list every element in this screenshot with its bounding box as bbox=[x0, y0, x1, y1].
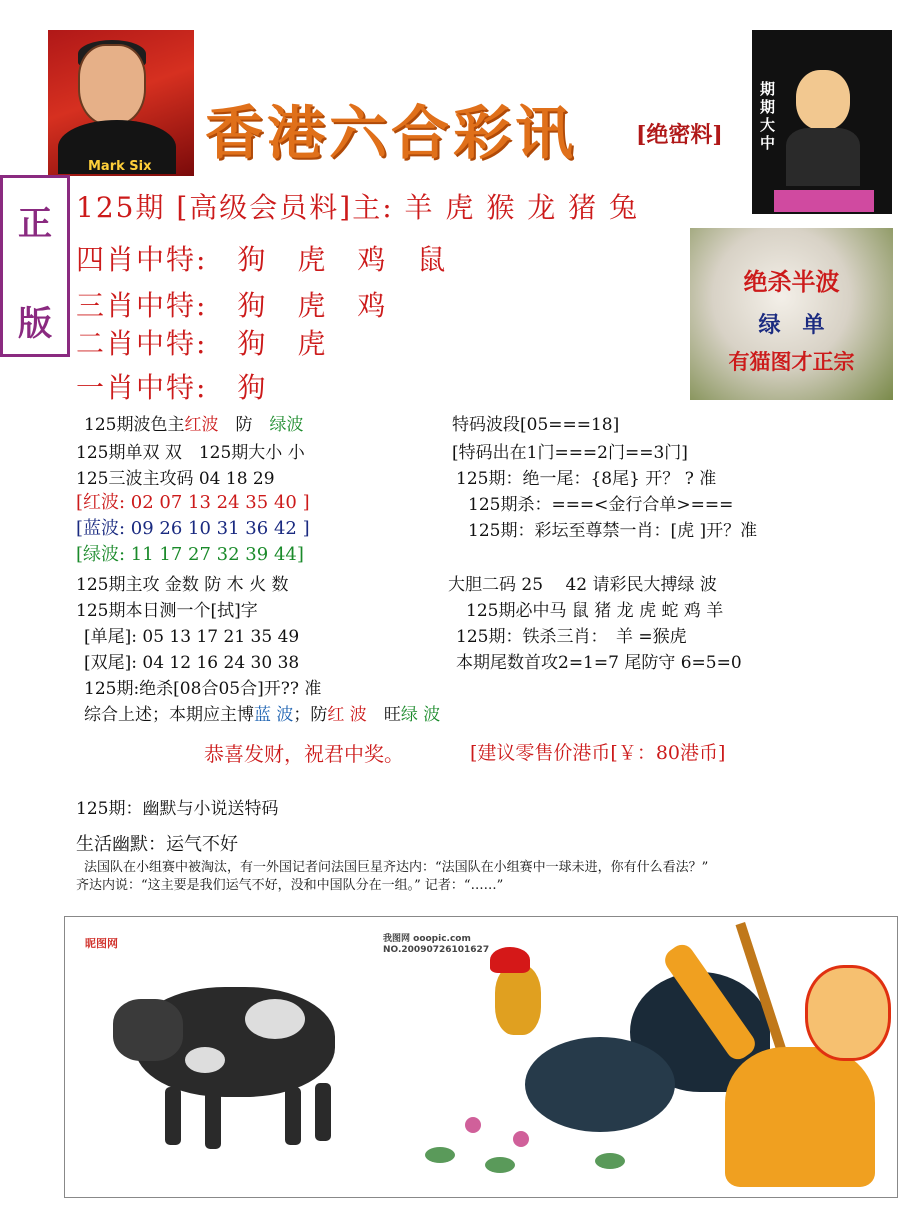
daily-char-line: 125期本日测一个[拭]字 bbox=[76, 601, 258, 621]
humor-heading: 125期：幽默与小说送特码 bbox=[76, 799, 279, 819]
one-zodiac-line: 一肖中特: 狗 bbox=[76, 371, 268, 404]
rooster-body bbox=[525, 1037, 675, 1132]
rooster-comb bbox=[490, 947, 530, 973]
humor-body-2: 齐达内说：“这主要是我们运气不好，没和中国队分在一组。” 记者：“……” bbox=[76, 878, 504, 893]
watermark-2: NO.20090726101627 bbox=[383, 945, 490, 955]
authentic-badge bbox=[0, 175, 70, 357]
face-shape bbox=[78, 44, 146, 126]
door-line: [特码出在1门===2门==3门] bbox=[452, 443, 688, 463]
kill-line: 125期:绝杀[08合05合]开?? 准 bbox=[84, 679, 322, 699]
site-logo: 昵图网 bbox=[85, 937, 118, 950]
watermark-1: 我图网 ooopic.com bbox=[383, 934, 471, 944]
price-text: [建议零售价港币[￥：80港币] bbox=[470, 742, 726, 764]
cat-image-box bbox=[690, 228, 893, 400]
summary-c: 旺 bbox=[383, 705, 401, 725]
badge-char-1: 正 bbox=[18, 204, 52, 244]
special-band-line: 特码波段[05===18] bbox=[452, 415, 620, 435]
blue-wave-line: [蓝波: 09 26 10 31 36 42 ] bbox=[76, 518, 310, 539]
monkey-head bbox=[805, 965, 891, 1061]
cartoon-char-3: 大 bbox=[760, 116, 776, 134]
rooster-head bbox=[495, 965, 541, 1035]
odd-even-line: 125期单双 双 125期大小 小 bbox=[76, 443, 305, 463]
summary-a: 综合上述；本期应主博 bbox=[84, 705, 254, 725]
flower bbox=[513, 1131, 529, 1147]
pig-spot bbox=[185, 1047, 225, 1073]
badge-char-2: 版 bbox=[18, 304, 52, 344]
iron-kill-line: 125期：铁杀三肖： 羊 =猴虎 bbox=[456, 627, 687, 647]
tail-attack-line: 本期尾数首攻2=1=7 尾防守 6=5=0 bbox=[456, 653, 742, 673]
bold-two-line: 大胆二码 25 42 请彩民大搏绿 波 bbox=[448, 575, 717, 595]
two-zodiac-line: 二肖中特: 狗 虎 bbox=[76, 327, 328, 360]
cat-line-1: 绝杀半波 bbox=[743, 267, 840, 296]
double-tail-line: [双尾]: 04 12 16 24 30 38 bbox=[84, 653, 300, 673]
wave-color-line bbox=[84, 410, 303, 435]
red-wave-line: [红波: 02 07 13 24 35 40 ] bbox=[76, 492, 310, 513]
wave-mid: 防 bbox=[235, 415, 253, 435]
pig-spot bbox=[245, 999, 305, 1039]
flower bbox=[465, 1117, 481, 1133]
cartoon-table bbox=[774, 190, 874, 212]
monkey-body bbox=[725, 1047, 875, 1187]
leaf bbox=[425, 1147, 455, 1163]
pig-leg bbox=[165, 1087, 181, 1145]
host-photo bbox=[48, 30, 194, 176]
humor-title: 生活幽默：运气不好 bbox=[76, 834, 238, 855]
cat-line-2: 绿 单 bbox=[758, 312, 825, 338]
animal-illustration bbox=[64, 916, 898, 1198]
summary-red: 红 波 bbox=[327, 705, 367, 725]
page-subtitle: [绝密料] bbox=[636, 122, 723, 148]
pig-leg bbox=[315, 1083, 331, 1141]
page-title: 香港六合彩讯 bbox=[205, 99, 578, 167]
pig-leg bbox=[285, 1087, 301, 1145]
humor-body-1: 法国队在小组赛中被淘汰，有一外国记者问法国巨星齐达内：“法国队在小组赛中一球未进，你有什么看法？” bbox=[84, 860, 709, 875]
wave-guard: 绿波 bbox=[269, 415, 304, 435]
main-attack-line: 125期主攻 金数 防 木 火 数 bbox=[76, 575, 289, 595]
pig-head bbox=[113, 999, 183, 1061]
three-zodiac-line: 三肖中特: 狗 虎 鸡 bbox=[76, 289, 388, 322]
summary-blue: 蓝 波 bbox=[254, 705, 294, 725]
cartoon-char-4: 中 bbox=[760, 134, 776, 152]
members-line: 125期 [高级会员料]主: 羊 虎 猴 龙 猪 兔 bbox=[76, 191, 640, 224]
metal-kill-line: 125期杀：===<金行合单>=== bbox=[468, 495, 734, 515]
must-hit-line: 125期必中马 鼠 猪 龙 虎 蛇 鸡 羊 bbox=[466, 601, 724, 621]
three-wave-line: 125三波主攻码 04 18 29 bbox=[76, 469, 275, 489]
cat-line-3: 有猫图才正宗 bbox=[728, 349, 855, 374]
congrats-text: 恭喜发财，祝君中奖。 bbox=[204, 742, 404, 766]
four-zodiac-line: 四肖中特: 狗 虎 鸡 鼠 bbox=[76, 243, 448, 276]
summary-b: ；防 bbox=[293, 705, 328, 725]
leaf bbox=[595, 1153, 625, 1169]
cartoon-char-1: 期 bbox=[760, 80, 776, 98]
green-wave-line: [绿波: 11 17 27 32 39 44] bbox=[76, 544, 304, 565]
cartoon-char-2: 期 bbox=[760, 98, 776, 116]
tail-kill-line: 125期：绝一尾：{8尾} 开？ ? 准 bbox=[456, 469, 717, 489]
cartoon-face bbox=[796, 70, 850, 130]
pig-leg bbox=[205, 1091, 221, 1149]
wave-prefix: 125期波色主 bbox=[84, 415, 185, 435]
single-tail-line: [单尾]: 05 13 17 21 35 49 bbox=[84, 627, 300, 647]
cartoon-image bbox=[752, 30, 892, 214]
forbidden-line: 125期：彩坛至尊禁一肖：[虎 ]开？准 bbox=[468, 521, 758, 541]
summary-line bbox=[84, 700, 440, 725]
cartoon-body bbox=[786, 128, 860, 186]
wave-main: 红波 bbox=[184, 415, 219, 435]
leaf bbox=[485, 1157, 515, 1173]
summary-green: 绿 波 bbox=[400, 705, 441, 725]
mark-six-logo: Mark Six bbox=[88, 159, 152, 174]
